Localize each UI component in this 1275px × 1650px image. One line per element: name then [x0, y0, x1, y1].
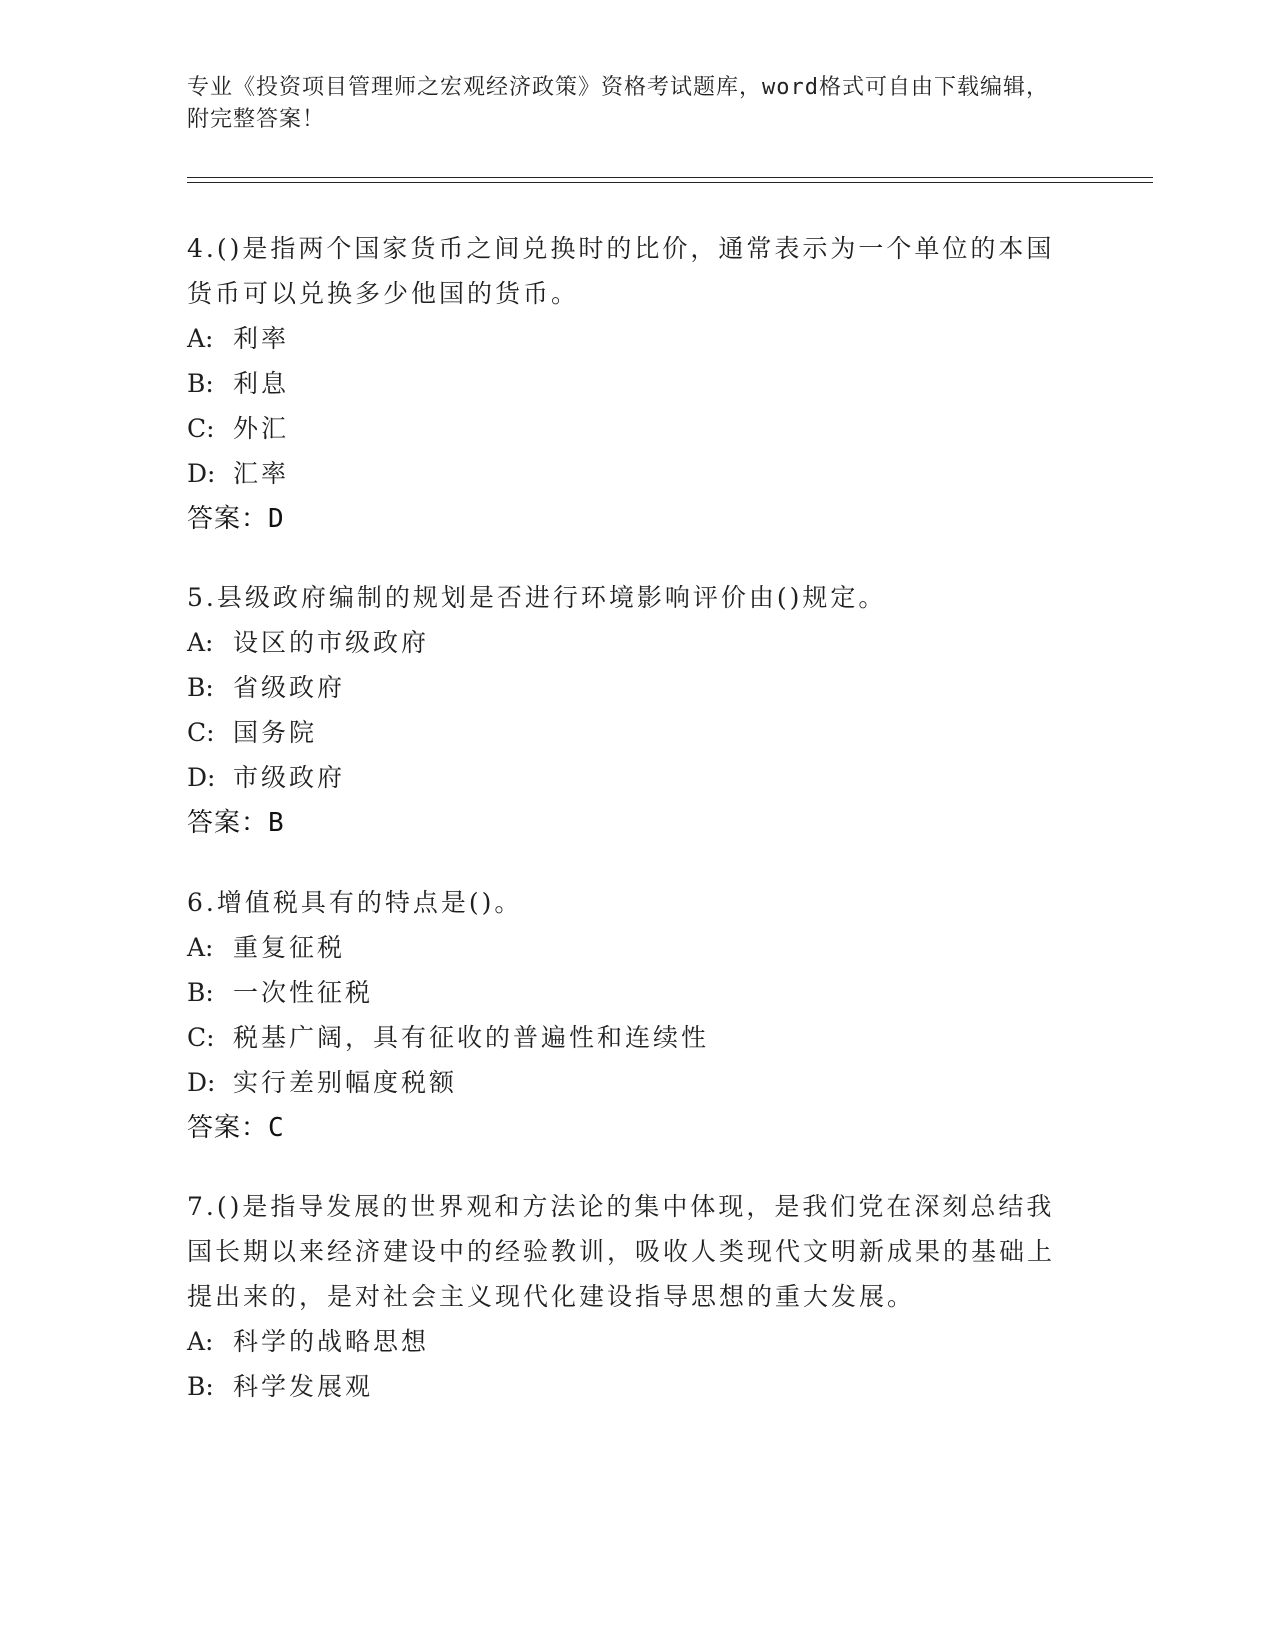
option-letter: C: [187, 718, 215, 747]
question-4 [187, 226, 1067, 542]
option-text: 一次性征税 [233, 978, 374, 1007]
option-letter: A: [187, 324, 214, 353]
question-text: 6.增值税具有的特点是()。 [187, 888, 523, 917]
option-a [187, 316, 1067, 361]
option-letter: D: [187, 763, 216, 792]
option-text: 科学的战略思想 [233, 1327, 430, 1356]
answer-label: 答案： [187, 1113, 269, 1143]
option-c [187, 710, 1067, 755]
option-text: 汇率 [233, 459, 290, 488]
option-text: 税基广阔，具有征收的普遍性和连续性 [233, 1023, 710, 1052]
option-text: 国务院 [233, 718, 318, 747]
answer-value: C [268, 1113, 285, 1143]
option-text: 设区的市级政府 [233, 628, 430, 657]
option-d [187, 755, 1067, 800]
answer-line [187, 800, 1067, 846]
answer-line [187, 496, 1067, 542]
answer-value: B [268, 808, 285, 838]
option-letter: A: [187, 1327, 214, 1356]
option-c [187, 1015, 1067, 1060]
header-divider-bottom [187, 182, 1153, 183]
question-5 [187, 575, 1067, 846]
question-6 [187, 880, 1067, 1151]
option-b [187, 970, 1067, 1015]
option-d [187, 1060, 1067, 1105]
question-7 [187, 1184, 1067, 1409]
option-letter: B: [187, 1372, 214, 1401]
question-text: 5.县级政府编制的规划是否进行环境影响评价由()规定。 [187, 583, 887, 612]
option-a [187, 925, 1067, 970]
option-text: 外汇 [233, 414, 290, 443]
question-text: 4.()是指两个国家货币之间兑换时的比价，通常表示为一个单位的本国货币可以兑换多少他国的货币。 [187, 234, 1055, 308]
option-letter: D: [187, 459, 216, 488]
option-letter: B: [187, 673, 214, 702]
option-b [187, 1364, 1067, 1409]
option-text: 实行差别幅度税额 [233, 1068, 458, 1097]
option-b [187, 665, 1067, 710]
question-text: 7.()是指导发展的世界观和方法论的集中体现，是我们党在深刻总结我国长期以来经济建设中的经验教训，吸收人类现代文明新成果的基础上提出来的，是对社会主义现代化建设指导思想的重大发展。 [187, 1192, 1056, 1311]
option-letter: A: [187, 628, 214, 657]
option-text: 利率 [233, 324, 290, 353]
document-header: 专业《投资项目管理师之宏观经济政策》资格考试题库，word格式可自由下载编辑，附完整答案！ [187, 75, 1049, 132]
option-letter: C: [187, 1023, 215, 1052]
option-c [187, 406, 1067, 451]
option-a [187, 1319, 1067, 1364]
option-letter: A: [187, 933, 214, 962]
option-letter: B: [187, 369, 214, 398]
header-divider-top [187, 177, 1153, 178]
option-b [187, 361, 1067, 406]
option-text: 重复征税 [233, 933, 346, 962]
answer-line [187, 1105, 1067, 1151]
option-text: 市级政府 [233, 763, 346, 792]
answer-label: 答案： [187, 504, 269, 534]
option-a [187, 620, 1067, 665]
option-letter: D: [187, 1068, 216, 1097]
answer-label: 答案： [187, 808, 269, 838]
option-text: 省级政府 [233, 673, 346, 702]
option-letter: B: [187, 978, 214, 1007]
option-letter: C: [187, 414, 215, 443]
answer-value: D [268, 504, 285, 534]
option-d [187, 451, 1067, 496]
option-text: 利息 [233, 369, 290, 398]
option-text: 科学发展观 [233, 1372, 374, 1401]
